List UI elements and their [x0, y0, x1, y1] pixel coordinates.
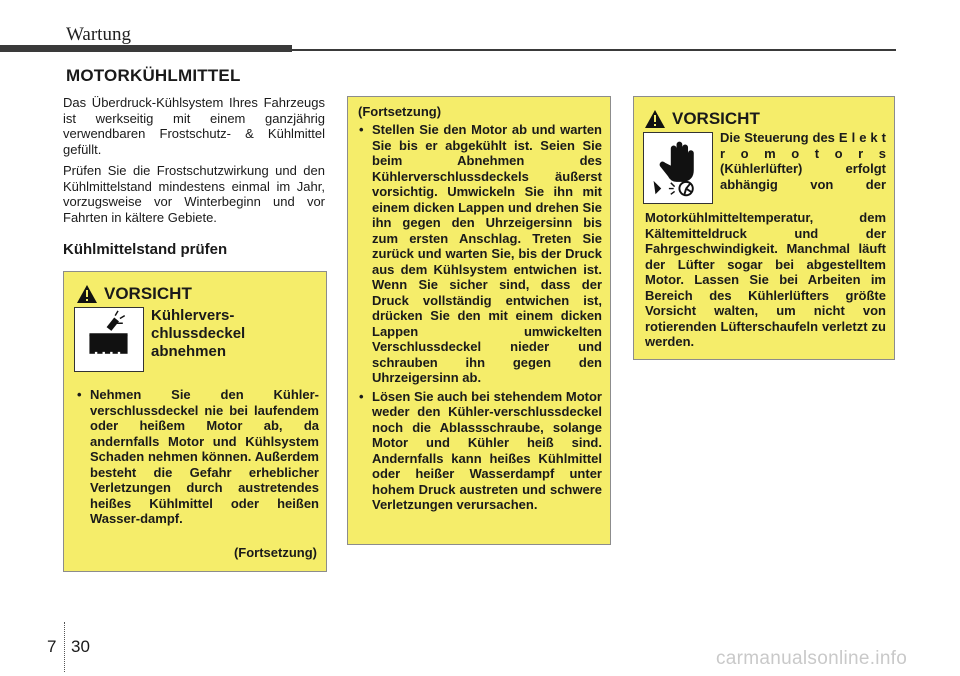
intro-paragraph-2: Prüfen Sie die Frostschutzwirkung und den Kühlmittelstand mindestens einmal im Jahr, vorzugsweise vor Winterbeginn und vor Fahrten in kältere Gebiete. [63, 163, 325, 225]
caution-intro-text: Die Steuerung des E l e k t r o m o t o r s (Kühlerlüfter) erfolgt abhängig von der [720, 130, 886, 192]
caution-box-fan [633, 96, 895, 360]
caution-body-text: Motorkühlmitteltemperatur, dem Kältemitteldruck und der Fahrgeschwindigkeit. Manchmal läuft der Lüfter sogar bei abgestelltem Motor. Lassen Sie bei Arbeiten im Bereich des Kühlerlüfters größte Vorsicht walten, um nicht von rotierenden Lüfterschaufeln verletzt zu werden. [645, 210, 886, 349]
caution-heading [76, 284, 192, 304]
caption-line-1: Kühlervers- [151, 307, 235, 324]
caution-box-radiator-cap [63, 271, 327, 572]
warning-triangle-icon [644, 109, 666, 129]
warning-triangle-icon [76, 284, 98, 304]
section-title: MOTORKÜHLMITTEL [66, 66, 241, 85]
chapter-number: 7 [47, 637, 57, 656]
header-rule-thick [0, 45, 292, 52]
caption-line-3: abnehmen [151, 343, 227, 360]
page-divider [64, 622, 65, 672]
caution-caption [151, 307, 311, 361]
continued-label: (Fortsetzung) [358, 104, 442, 119]
list-item: • Stellen Sie den Motor ab und warten Sie bis er abgekühlt ist. Seien Sie beim Abnehmen des Kühlerverschlussdeckels äußerst vorsichtig. Umwickeln Sie ihn mit einem dicken Lappen und drehen Sie ihn gegen den Uhrzeigersinn bis zum ersten Anschlag. Treten Sie zurück und warten Sie, bis der Druck aus dem Kühlsystem entwichen ist. Wenn Sie sicher sind, dass der Druck vollständig entwichen ist, drücken Sie den mit einem dicken Lappen umwickelten Verschlussdeckel nieder und schrauben ihn gegen den Uhrzeigersinn ab. [354, 122, 602, 386]
header-rule-thin [292, 49, 896, 51]
caution-bullet-list [354, 122, 602, 516]
intro-text [63, 95, 325, 231]
list-item: • Lösen Sie auch bei stehendem Motor weder den Kühler-verschlussdeckel noch die Ablassschraube, solange Motor und Kühler heiß sind. Andernfalls kann heißes Kühlmittel oder heißer Wasserdampf unter hohem Druck austreten und schwere Verletzungen verursachen. [354, 389, 602, 513]
page-number: 30 [71, 637, 90, 656]
caption-line-2: chlussdeckel [151, 325, 246, 342]
caution-box-continued [347, 96, 611, 545]
subheading-coolant-level: Kühlmittelstand prüfen [63, 241, 228, 258]
header-title: Wartung [66, 24, 131, 45]
hand-fan-warning-icon [643, 132, 713, 204]
list-item: • Nehmen Sie den Kühler-verschlussdeckel nie bei laufendem oder heißem Motor ab, da andernfalls Motor und Kühlsystem Schaden nehmen können. Außerdem besteht die Gefahr erheblicher Verletzungen durch austretendes heißes Kühlmittel oder heißen Wasser-dampf. [72, 387, 319, 527]
continued-label: (Fortsetzung) [233, 545, 317, 560]
caution-heading-label: VORSICHT [104, 284, 192, 303]
radiator-cap-hot-icon [74, 307, 144, 372]
caution-heading [644, 109, 760, 129]
watermark: carmanualsonline.info [716, 648, 908, 669]
intro-paragraph-1: Das Überdruck-Kühlsystem Ihres Fahrzeugs ist werkseitig mit einem ganzjährig verwendbaren Frostschutz- & Kühlmittel gefüllt. [63, 95, 325, 157]
caution-bullet-list [72, 387, 319, 527]
caution-heading-label: VORSICHT [672, 109, 760, 128]
